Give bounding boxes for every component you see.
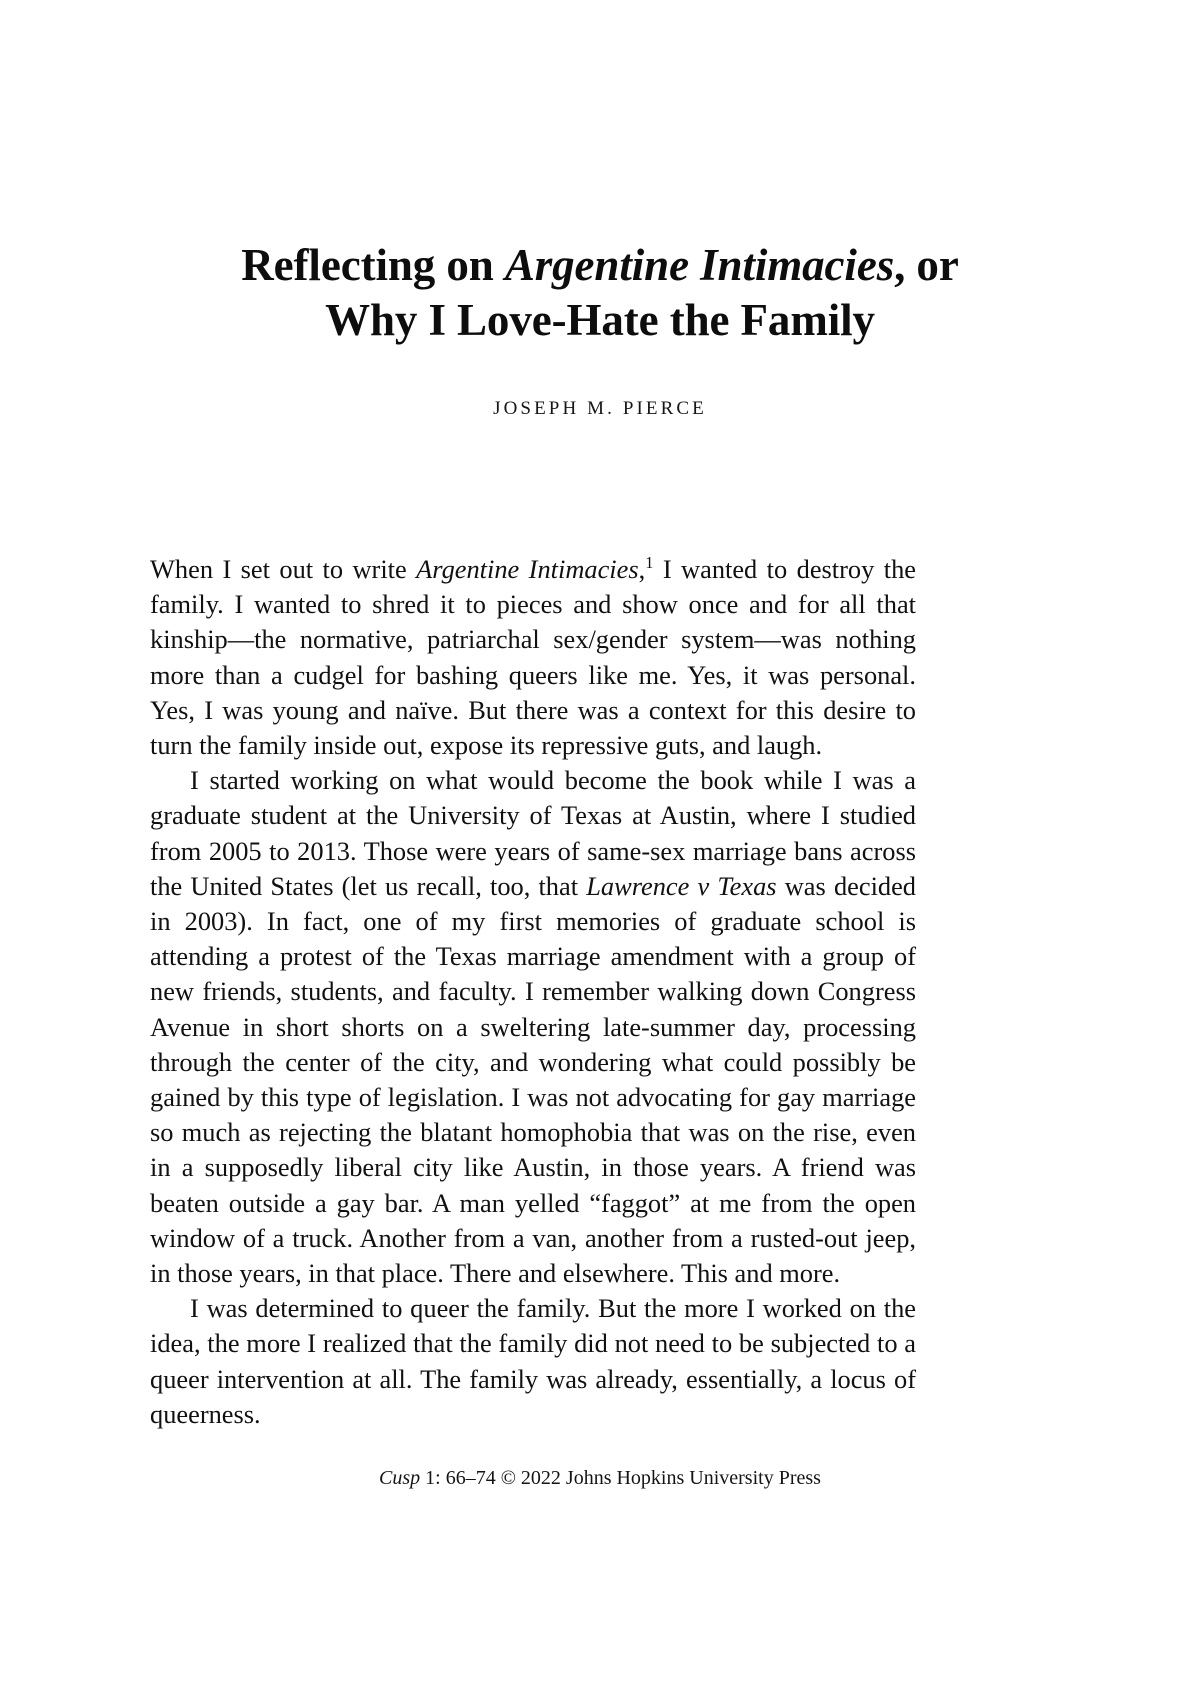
footnote-marker-1[interactable]: 1 <box>645 553 654 573</box>
para1-seg-text-2: I wanted to destroy the family. I wanted to shred it to pieces and show once and for all that kinship—the normative, patriarchal sex/gender system—was nothing more than a cudgel for bashing queers like me. Yes, it was personal. Yes, I was young and naïve. But there was a context for this desire to turn the family inside out, expose its repressive guts, and laugh. <box>150 554 916 761</box>
para1-seg-text-1: When I set out to write <box>150 554 417 584</box>
title-line-1 <box>241 240 958 290</box>
para1-seg-italic-book-title: Argentine Intimacies <box>416 554 639 584</box>
title-work-name: Argentine Intimacies <box>504 240 895 290</box>
body-paragraph-1 <box>150 552 916 763</box>
para2-seg-text-1: I started working on what would become the book while I was a graduate student at the University of Texas at Austin, where I studied from 2005 to 2013. Those were years of same-sex marriage bans across the United States (let us recall, too, that <box>150 765 916 901</box>
body-paragraph-3 <box>150 1291 916 1432</box>
page-title <box>150 238 1050 348</box>
footer-citation <box>150 1465 1050 1491</box>
para1-seg-comma: , <box>638 554 646 584</box>
para3-seg-text-1: I was determined to queer the family. But the more I worked on the idea, the more I realized that the family did not need to be subjected to a queer intervention at all. The family was already, essentially, a locus of queerness. <box>150 1293 916 1429</box>
para2-seg-text-2: was decided in 2003). In fact, one of my first memories of graduate school is attending a protest of the Texas marriage amendment with a group of new friends, students, and faculty. I remember walking down Congress Avenue in short shorts on a sweltering late-summer day, processing through the center of the city, and wondering what could possibly be gained by this type of legislation. I was not advocating for gay marriage so much as rejecting the blatant homophobia that was on the rise, even in a supposedly liberal city like Austin, in those years. A friend was beaten outside a gay bar. A man yelled “faggot” at me from the open window of a truck. Another from a van, another from a rusted-out jeep, in those years, in that place. There and elsewhere. This and more. <box>150 870 916 1289</box>
title-suffix: , or <box>894 240 959 290</box>
body-paragraph-2 <box>150 763 916 1291</box>
title-line-2: Why I Love-Hate the Family <box>325 294 875 345</box>
author-byline: JOSEPH M. PIERCE <box>493 398 707 419</box>
title-prefix: Reflecting on <box>241 240 505 290</box>
article-body <box>150 552 916 1432</box>
journal-name: Cusp <box>379 1467 421 1489</box>
para2-seg-italic-case-name: Lawrence v Texas <box>586 870 777 901</box>
footer-citation-text: 1: 66–74 © 2022 Johns Hopkins University Press <box>420 1467 821 1489</box>
